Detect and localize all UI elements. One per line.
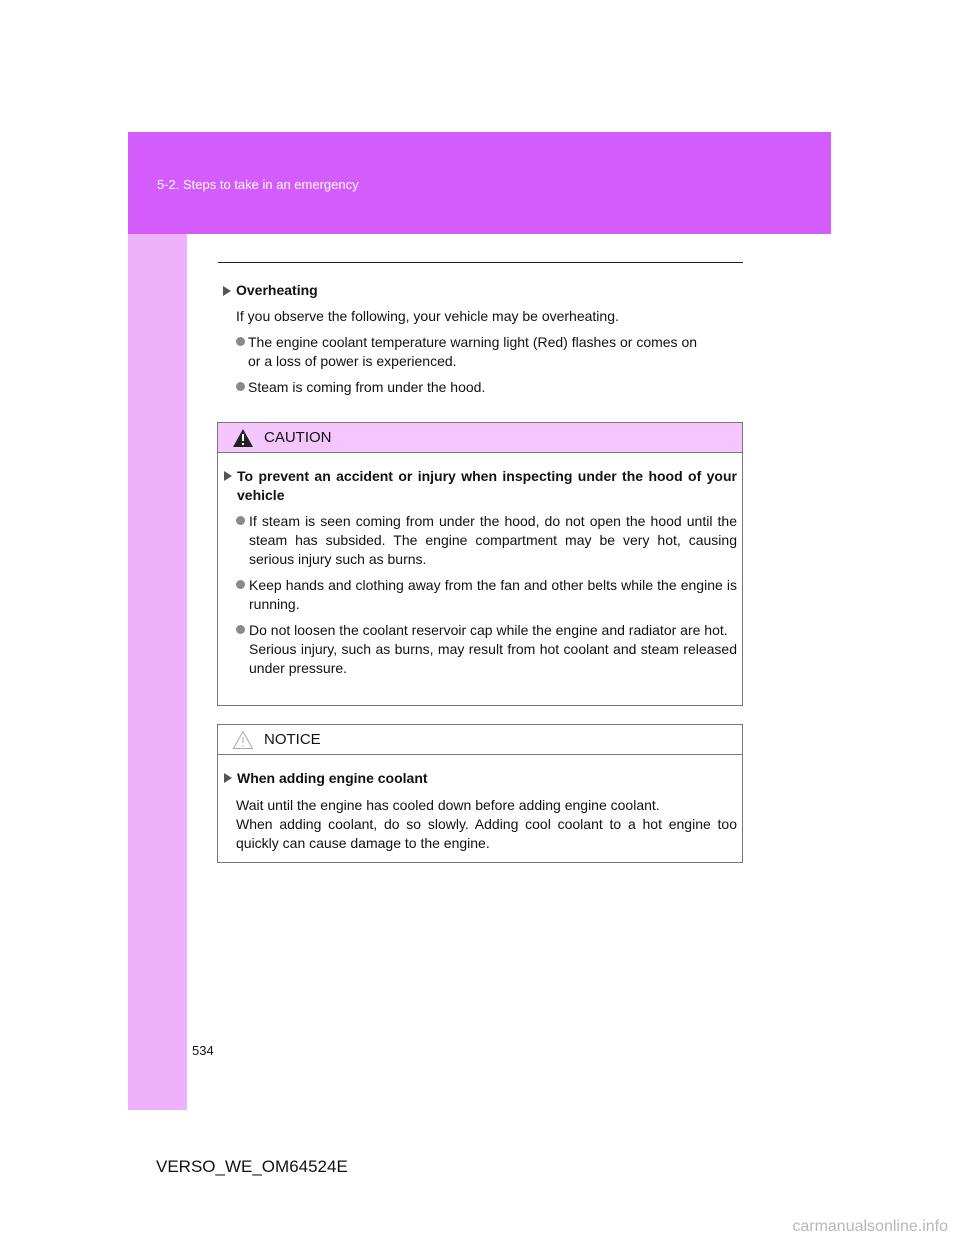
- list-item: [236, 378, 742, 397]
- notice-label: NOTICE: [264, 731, 321, 748]
- bullet-icon: [236, 516, 245, 525]
- notice-header: [218, 725, 742, 755]
- overheating-heading: [222, 281, 742, 300]
- caution-body: [218, 453, 742, 690]
- list-item-text: The engine coolant temperature warning light (Red) flashes or comes on: [248, 334, 698, 350]
- notice-line: Wait until the engine has cooled down before adding engine coolant.: [236, 797, 660, 813]
- caution-header: [218, 423, 742, 453]
- list-item-text: If steam is seen coming from under the hood, do not open the hood until the steam has subsided. The engine compartment may be very hot, causing serious injury such as burns.: [249, 513, 737, 567]
- overheating-lead: If you observe the following, your vehicle may be overheating.: [236, 308, 619, 324]
- overheating-title: Overheating: [236, 282, 318, 298]
- overheating-section: [222, 281, 742, 397]
- section-marker-icon: [224, 773, 232, 783]
- bullet-icon: [236, 382, 245, 391]
- page-number: 534: [192, 1043, 214, 1058]
- section-title: 5-2. Steps to take in an emergency: [157, 177, 359, 192]
- caution-heading: [223, 467, 737, 505]
- list-item-text: Keep hands and clothing away from the fan and other belts while the engine is running.: [249, 577, 737, 612]
- section-marker-icon: [224, 471, 232, 481]
- bullet-icon: [236, 337, 245, 346]
- warning-outline-icon: [232, 730, 254, 750]
- caution-label: CAUTION: [264, 429, 332, 446]
- bullet-icon: [236, 625, 245, 634]
- warning-filled-icon: [232, 428, 254, 448]
- list-item-text: or a loss of power is experienced.: [248, 353, 457, 369]
- list-item: [236, 333, 742, 371]
- notice-line: When adding coolant, do so slowly. Adding cool coolant to a hot engine too quickly can cause damage to the engine.: [236, 816, 737, 851]
- notice-box: [217, 724, 743, 863]
- notice-body: [218, 755, 742, 865]
- bullet-icon: [236, 580, 245, 589]
- top-rule: [218, 262, 743, 263]
- list-item-text: Steam is coming from under the hood.: [248, 379, 486, 395]
- watermark: carmanualsonline.info: [792, 1218, 948, 1235]
- notice-text: [236, 796, 737, 853]
- header-band: [128, 132, 831, 234]
- list-item: [236, 512, 737, 569]
- document-code: VERSO_WE_OM64524E: [156, 1157, 348, 1176]
- list-item: [236, 576, 737, 614]
- list-item: [236, 621, 737, 678]
- section-marker-icon: [223, 286, 231, 296]
- notice-title: When adding engine coolant: [237, 770, 428, 786]
- notice-heading: [223, 769, 737, 788]
- list-item-text: Do not loosen the coolant reservoir cap while the engine and radiator are hot.: [249, 622, 728, 638]
- list-item-text: Serious injury, such as burns, may result from hot coolant and steam released under pressure.: [249, 641, 737, 676]
- caution-box: [217, 422, 743, 706]
- side-strip: [128, 234, 187, 1110]
- caution-title: To prevent an accident or injury when inspecting under the hood of your vehicle: [237, 468, 737, 503]
